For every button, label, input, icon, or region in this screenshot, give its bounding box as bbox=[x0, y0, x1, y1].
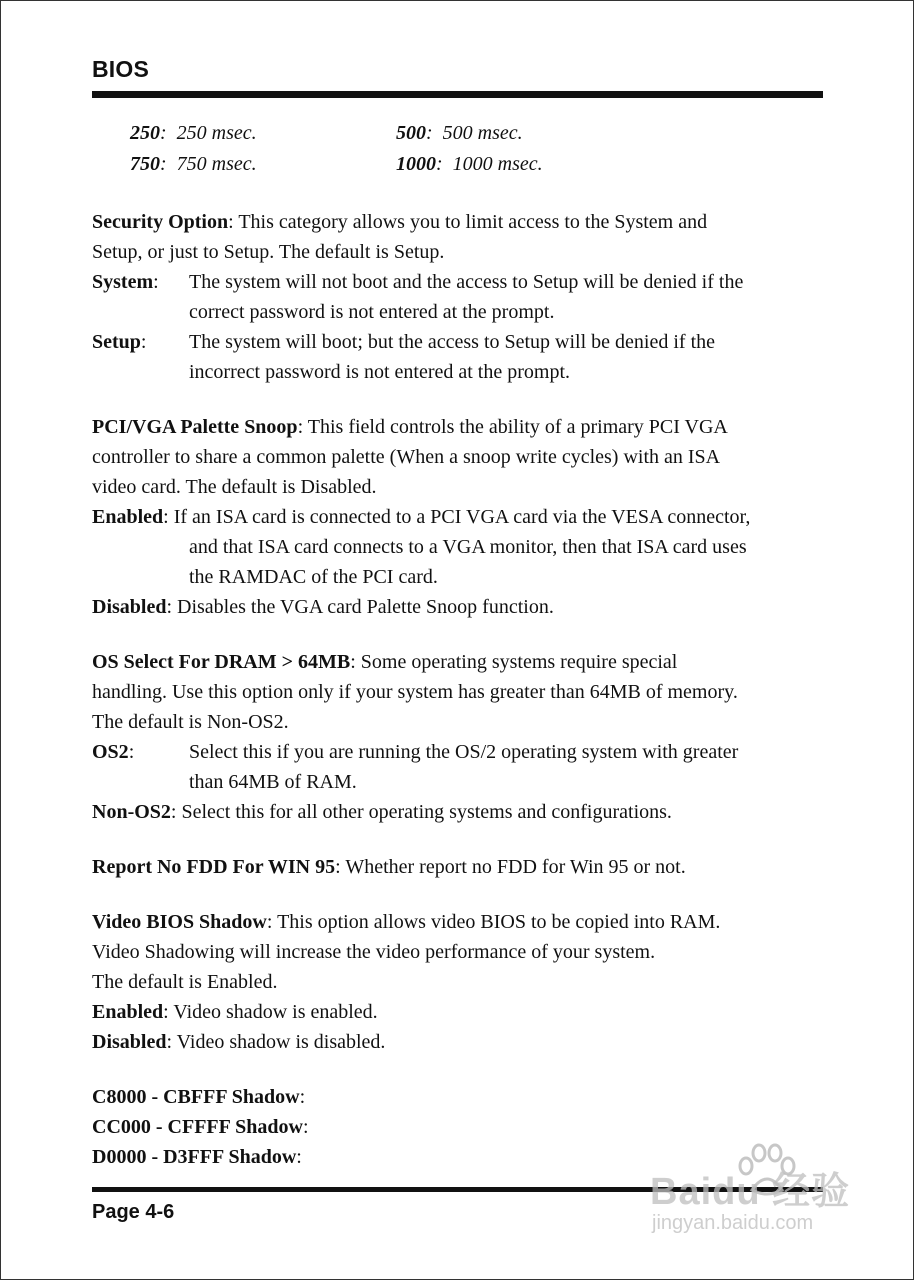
pci-vga-enabled: Enabled: If an ISA card is connected to a PCI VGA card via the VESA connector, bbox=[92, 506, 751, 528]
pci-vga-text-1: controller to share a common palette (When a snoop write cycles) with an ISA bbox=[92, 446, 721, 468]
watermark-url: jingyan.baidu.com bbox=[652, 1212, 814, 1234]
option-250: 250: 250 msec. bbox=[130, 122, 257, 144]
option-750: 750: 750 msec. bbox=[130, 153, 257, 175]
pci-vga-enabled-desc-2: and that ISA card connects to a VGA monitor, then that ISA card uses bbox=[189, 536, 747, 558]
os-select-os2-desc-1: Select this if you are running the OS/2 operating system with greater bbox=[189, 741, 739, 763]
security-option-heading: Security Option: This category allows you to limit access to the System and bbox=[92, 211, 708, 233]
os-select-nonos2: Non-OS2: Select this for all other operating systems and configurations. bbox=[92, 801, 672, 823]
os-select-os2-desc-2: than 64MB of RAM. bbox=[189, 771, 357, 793]
video-bios-disabled: Disabled: Video shadow is disabled. bbox=[92, 1031, 386, 1053]
video-bios-text-1: Video Shadowing will increase the video performance of your system. bbox=[92, 941, 656, 963]
security-option-text: Setup, or just to Setup. The default is Setup. bbox=[92, 241, 445, 263]
os-select-heading: OS Select For DRAM > 64MB: Some operating systems require special bbox=[92, 651, 678, 673]
video-bios-text-2: The default is Enabled. bbox=[92, 971, 278, 993]
pci-vga-text-2: video card. The default is Disabled. bbox=[92, 476, 377, 498]
security-setup-desc-1: The system will boot; but the access to Setup will be denied if the bbox=[189, 331, 716, 353]
shadow-c8000: C8000 - CBFFF Shadow: bbox=[92, 1086, 306, 1108]
watermark-brand: Baidu 经验 bbox=[650, 1171, 851, 1213]
pci-vga-enabled-desc-3: the RAMDAC of the PCI card. bbox=[189, 566, 438, 588]
security-system-desc-1: The system will not boot and the access to Setup will be denied if the bbox=[189, 271, 744, 293]
page-header-title: BIOS bbox=[92, 56, 150, 82]
report-fdd-heading: Report No FDD For WIN 95: Whether report no FDD for Win 95 or not. bbox=[92, 856, 686, 878]
os-select-text-1: handling. Use this option only if your system has greater than 64MB of memory. bbox=[92, 681, 738, 703]
option-500: 500: 500 msec. bbox=[396, 122, 523, 144]
os-select-os2-term: OS2: bbox=[92, 741, 135, 763]
header-rule bbox=[92, 91, 823, 98]
pci-vga-disabled: Disabled: Disables the VGA card Palette Snoop function. bbox=[92, 596, 554, 618]
video-bios-heading: Video BIOS Shadow: This option allows video BIOS to be copied into RAM. bbox=[92, 911, 721, 933]
os-select-text-2: The default is Non-OS2. bbox=[92, 711, 289, 733]
video-bios-enabled: Enabled: Video shadow is enabled. bbox=[92, 1001, 378, 1023]
shadow-cc000: CC000 - CFFFF Shadow: bbox=[92, 1116, 309, 1138]
security-system-desc-2: correct password is not entered at the prompt. bbox=[189, 301, 555, 323]
page-number: Page 4-6 bbox=[92, 1201, 175, 1223]
shadow-d0000: D0000 - D3FFF Shadow: bbox=[92, 1146, 302, 1168]
footer-rule bbox=[92, 1187, 823, 1192]
option-1000: 1000: 1000 msec. bbox=[396, 153, 543, 175]
security-setup-desc-2: incorrect password is not entered at the prompt. bbox=[189, 361, 570, 383]
pci-vga-heading: PCI/VGA Palette Snoop: This field controls the ability of a primary PCI VGA bbox=[92, 416, 728, 438]
security-setup-term: Setup: bbox=[92, 331, 147, 353]
security-system-term: System: bbox=[92, 271, 159, 293]
